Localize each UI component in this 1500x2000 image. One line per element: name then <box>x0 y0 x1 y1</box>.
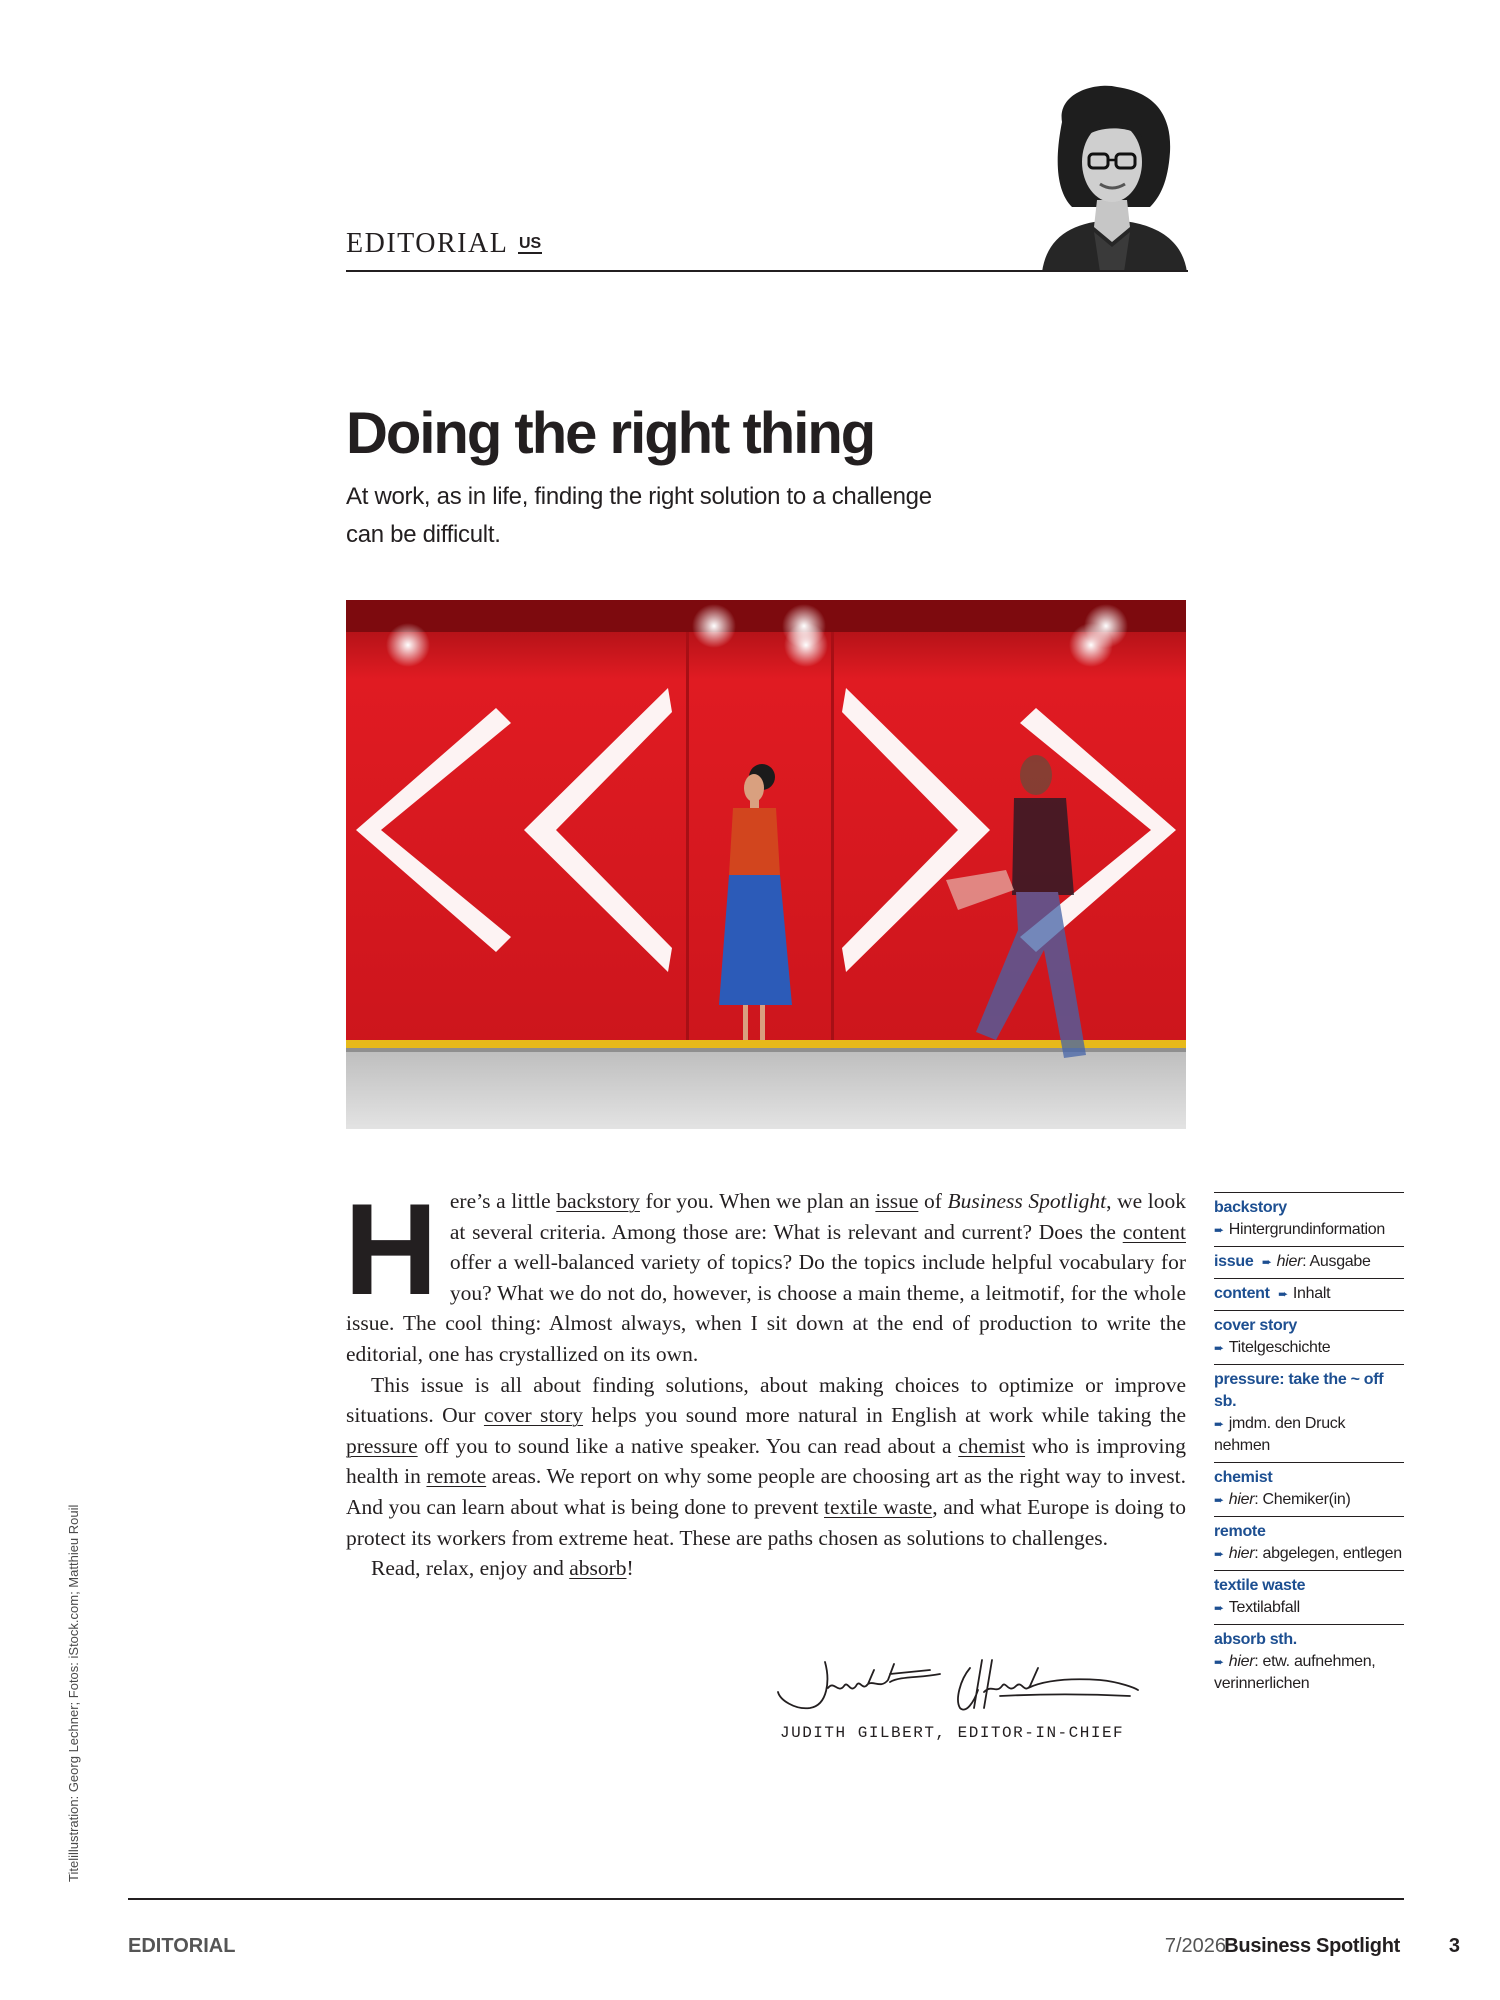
glossary-term: pressure: take the ~ off sb. <box>1214 1371 1384 1410</box>
glossary-term: textile waste <box>1214 1577 1306 1594</box>
glossary-term-pressure: pressure <box>346 1433 418 1458</box>
arrow-icon: ➨ <box>1214 1223 1224 1237</box>
arrow-icon: ➨ <box>1214 1341 1224 1355</box>
glossary-entry: chemist ➨ hier: Chemiker(in) <box>1214 1462 1404 1516</box>
author-portrait-image <box>1032 82 1192 272</box>
section-label: EDITORIAL <box>346 228 509 259</box>
drop-cap: H <box>344 1176 438 1322</box>
glossary-term: chemist <box>1214 1469 1273 1486</box>
glossary-entry: issue ➨ hier: Ausgabe <box>1214 1246 1404 1278</box>
arrow-icon: ➨ <box>1261 1255 1272 1269</box>
arrow-icon: ➨ <box>1214 1417 1224 1431</box>
glossary-entry: content ➨ Inhalt <box>1214 1278 1404 1310</box>
hero-photo <box>346 600 1186 1129</box>
glossary-term-cover-story: cover story <box>483 1403 584 1428</box>
footer-section-label: EDITORIAL <box>128 1935 236 1957</box>
arrow-icon: ➨ <box>1214 1547 1224 1561</box>
arrow-icon: ➨ <box>1214 1655 1224 1669</box>
glossary-term-textile-waste: textile waste <box>824 1494 933 1519</box>
glossary-term: content <box>1214 1285 1270 1302</box>
glossary-term: backstory <box>1214 1199 1287 1216</box>
page-number: 3 <box>1448 1935 1460 1957</box>
glossary-entry: backstory ➨ Hintergrundinformation <box>1214 1192 1404 1246</box>
article-body <box>344 1176 1187 1584</box>
footer-rule <box>128 1898 1404 1900</box>
glossary-term-absorb: absorb <box>569 1556 627 1581</box>
article-title: Doing the right thing <box>346 401 875 466</box>
footer-magazine-name: Business Spotlight <box>1224 1935 1400 1957</box>
signature-handwriting <box>770 1650 1140 1720</box>
glossary-entry: pressure: take the ~ off sb. ➨ jmdm. den Druck nehmen <box>1214 1364 1404 1462</box>
glossary-term-backstory: backstory <box>556 1189 640 1213</box>
glossary-term-content: content <box>1122 1219 1186 1244</box>
glossary-term-chemist: chemist <box>958 1433 1026 1458</box>
glossary-term: remote <box>1214 1523 1266 1540</box>
glossary-term: cover story <box>1214 1317 1297 1334</box>
glossary-entry: remote ➨ hier: abgelegen, entlegen <box>1214 1516 1404 1570</box>
glossary-entry: textile waste ➨ Textilabfall <box>1214 1570 1404 1624</box>
glossary-entry: cover story ➨ Titelgeschichte <box>1214 1310 1404 1364</box>
arrow-icon: ➨ <box>1214 1601 1224 1615</box>
article-paragraph-1: Here’s a little backstory for you. When we plan an issue of Business Spotlight, we look at several criteria. Among those are: What is relevant and current? Does the content offer a well-balanced variety of topics? Do the topics include helpful vocabulary for you? What we do not do, however, is choose a main theme, a leitmotif, for the whole issue. The cool thing: Almost always, when I sit down at the end of production to write the editorial, one has crystallized on its own. <box>344 1176 1186 1366</box>
signature-caption: JUDITH GILBERT, EDITOR-IN-CHIEF <box>780 1724 1125 1742</box>
article-paragraph-2: This issue is all about finding solutions, about making choices to optimize or improve situations. Our cover story helps you sound more natural in English at work while taking the pressure off you to sound like a native speaker. You can read about a chemist who is improving health in remote areas. We report on why some people are choosing art as the right way to invest. And you can learn about what is being done to prevent textile waste, and what Europe is doing to protect its workers from extreme heat. These are paths chosen as solutions to challenges. <box>346 1372 1187 1550</box>
arrow-icon: ➨ <box>1278 1287 1288 1301</box>
article-subtitle: At work, as in life, finding the right solution to a challenge can be difficult. <box>346 483 932 548</box>
region-badge: US <box>519 235 542 252</box>
photo-credit: Titelillustration: Georg Lechner; Fotos: iStock.com; Matthieu Rouil <box>66 1504 81 1882</box>
glossary-term-remote: remote <box>426 1464 487 1489</box>
footer-issue: 7/2026 <box>1164 1935 1226 1957</box>
glossary-term: absorb sth. <box>1214 1631 1297 1648</box>
glossary-term-issue: issue <box>875 1189 919 1213</box>
glossary-entry: absorb sth. ➨ hier: etw. aufnehmen, verinnerlichen <box>1214 1624 1404 1700</box>
publication-name: Business Spotlight <box>947 1189 1107 1213</box>
glossary-term: issue <box>1214 1253 1254 1270</box>
arrow-icon: ➨ <box>1214 1493 1224 1507</box>
glossary-sidebar <box>1214 1192 1404 1700</box>
signature <box>770 1650 1140 1720</box>
header-rule <box>346 270 1188 272</box>
hero-photo-image <box>346 600 1186 1129</box>
author-portrait <box>1032 82 1192 272</box>
article-paragraph-3: Read, relax, enjoy and absorb! <box>371 1556 634 1581</box>
